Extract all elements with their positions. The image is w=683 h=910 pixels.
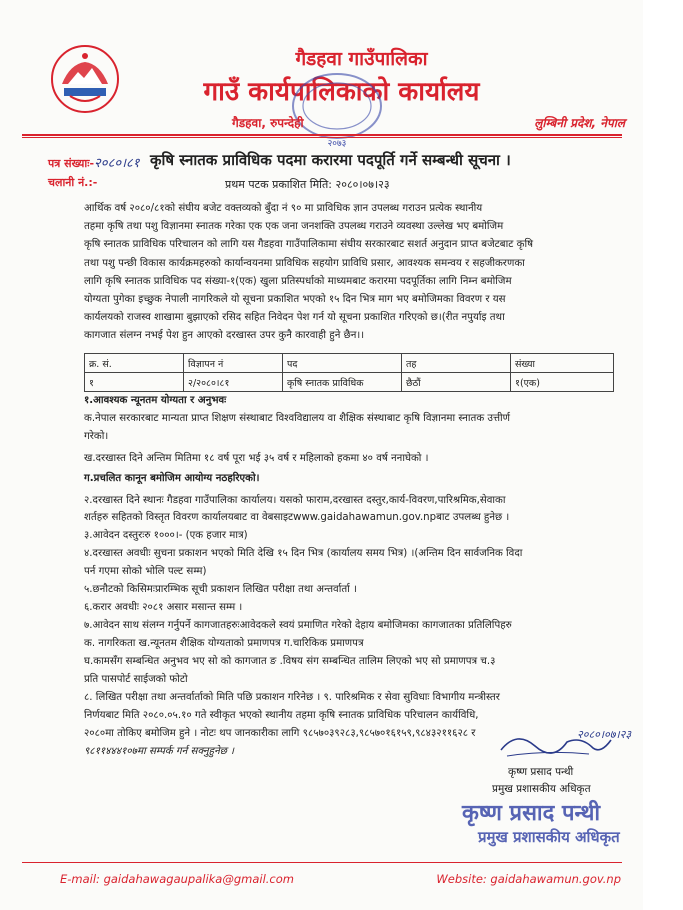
table-header-cell: क्र. सं. [85, 354, 184, 373]
footer-website: Website: gaidahawamun.gov.np [436, 872, 621, 886]
table-cell: कृषि स्नातक प्राविधिक [283, 373, 402, 392]
letter-number-label: पत्र संख्याः- [48, 157, 95, 170]
municipality-name: गैडहवा गाउँपालिका [295, 48, 428, 70]
office-name: गाउँ कार्यपालिकाको कार्यालय [203, 77, 480, 107]
list-item: ४.दरखास्त अवधीः सुचना प्रकाशन भएको मिति देखि १५ दिन भित्र (कार्यालय समय भित्र) ।(अन्तिम दिन सार्वजनिक विदा [84, 548, 523, 559]
vacancy-table [84, 353, 614, 392]
list-item: ६.करार अवधीः २०८१ असार मसान्त सम्म । [84, 602, 243, 613]
list-item: घ.कामसँग सम्बन्धित अनुभव भए सो को कागजात ङ .विषय संग सम्बन्धित तालिम लिएको भए सो प्रमाणपत्र च.३ [84, 656, 496, 667]
notice-title: कृषि स्नातक प्राविधिक पदमा करारमा पदपूर्ति गर्ने सम्बन्धी सूचना । [150, 151, 511, 169]
table-header-cell: पद [283, 354, 402, 373]
title-stamp: प्रमुख प्रशासकीय अधिकृत [478, 828, 620, 846]
signature-scribble-icon [497, 720, 632, 764]
list-item: ८. लिखित परीक्षा तथा अन्तर्वार्ताको मिति पछि प्रकाशन गरिनेछ । ९. पारिश्रमिक र सेवा सुविधाः विभागीय मन्त्रीस्तर [84, 692, 500, 703]
office-address: गैडहवा, रुपन्देही [232, 116, 304, 130]
seal-year: २०७३ [327, 139, 347, 149]
intro-line: कृषि स्नातक प्राविधिक परिचालन को लागि यस गैडहवा गाउँपालिकामा संघीय सरकारबाट सशर्त अनुदान प्राप्त बजेटबाट कृषि [84, 239, 533, 251]
list-item: निर्णयबाट मिति २०८०.०५.१० गते स्वीकृत भएको स्थानीय तहमा कृषि स्नातक प्राविधिक परिचालन कार्यविधि, [84, 710, 479, 721]
list-item: गरेको। [84, 431, 109, 442]
table-header-row [85, 354, 614, 373]
list-item: क. नागरिकता ख.न्यूनतम शैक्षिक योग्यताको प्रमाणपत्र ग.चारिकिक प्रमाणपत्र [84, 638, 364, 649]
dispatch-number [48, 175, 97, 190]
publish-date: प्रथम पटक प्रकाशित मिति: २०८०।०७।२३ [225, 178, 390, 191]
table-cell: १(एक) [511, 373, 614, 392]
table-row [85, 373, 614, 392]
table-header-cell: तह [402, 354, 511, 373]
list-item: ९८११४४४१०७मा सम्पर्क गर्न सक्नुहुनेछ । [84, 746, 234, 757]
table-header-cell: विज्ञापन नं [184, 354, 283, 373]
signature-date: २०८०।०७।२३ [577, 728, 632, 741]
list-item: पर्न गएमा सोको भोलि पल्ट सम्म) [84, 566, 207, 577]
list-item: १.आवश्यक न्यूनतम योग्यता र अनुभवः [84, 395, 227, 406]
letter-number [48, 153, 140, 171]
list-item: ३.आवेदन दस्तुरःरु १०००।- (एक हजार मात्र) [84, 530, 248, 541]
list-item: क.नेपाल सरकारबाट मान्यता प्राप्त शिक्षण संस्थाबाट विश्वविद्यालय वा शैक्षिक संस्थाबाट कृषि विज्ञानमा स्नातक उत्तीर्ण [84, 413, 511, 424]
header-divider-thin [22, 137, 622, 138]
list-item: ख.दरखास्त दिने अन्तिम मितिमा १८ वर्ष पूरा भई ३५ वर्ष र महिलाको हकमा ४० वर्ष ननाघेको । [84, 453, 429, 464]
list-item: ५.छनौटको किसिमःप्रारम्भिक सूची प्रकाशन लिखित परीक्षा तथा अन्तर्वार्ता । [84, 584, 357, 595]
dispatch-number-label: चलानी नं.:- [48, 176, 98, 189]
table-header-cell: संख्या [511, 354, 614, 373]
province-name: लुम्बिनी प्रदेश, नेपाल [534, 116, 625, 130]
intro-line: कागजात संलग्न नभई पेश हुन आएको दरखास्त उपर कुनै कारवाही हुने छैन।। [84, 330, 365, 342]
header-divider [22, 134, 622, 136]
letter-number-value: २०८०।८१ [94, 156, 140, 171]
table-cell: २/२०८०।८१ [184, 373, 283, 392]
footer-email: E-mail: gaidahawagaupalika@gmail.com [60, 872, 294, 886]
intro-line: लागि कृषि स्नातक प्राविधिक पद संख्या-१(एक) खुला प्रतिस्पर्धाको माध्यमबाट करारमा पदपूर्तिका लागि निम्न बमोजिम [84, 275, 512, 287]
intro-line: तहमा कृषि तथा पशु विज्ञानमा स्नातक गरेका एक एक जना जनशक्ति उपलब्ध गराउने व्यवस्था उल्लेख भए बमोजिम [84, 221, 504, 233]
list-item: शर्तहरु सहितको विस्तृत विवरण कार्यालयबाट वा वेबसाइटwww.gaidahawamun.gov.npबाट उपलब्ध हुनेछ । [84, 512, 510, 523]
list-item: ७.आवेदन साथ संलग्न गर्नुपर्ने कागजातहरुःआवेदकले स्वयं प्रमाणित गरेको देहाय बमोजिमका कागजातका प्रतिलिपिहरु [84, 620, 512, 631]
intro-line: तथा पशु पन्छी विकास कार्यक्रमहरुको कार्यान्वयनमा प्राविधिक सहयोग प्राविधि प्रसार, आवश्यक समन्वय र सहजीकरणका [84, 257, 525, 269]
intro-line: आर्थिक वर्ष २०८०/८१को संघीय बजेट वक्तव्यको बुँदा नं ९० मा प्राविधिक ज्ञान उपलब्ध गराउन प्रत्येक स्थानीय [84, 203, 483, 214]
list-item: ग.प्रचलित कानून बमोजिम आयोग्य नठहरिएको। [84, 473, 260, 484]
footer-divider [22, 862, 622, 863]
list-item: प्रति पासपोर्ट साईजको फोटो [84, 674, 188, 685]
signatory-title: प्रमुख प्रशासकीय अधिकृत [492, 783, 591, 795]
intro-paragraph [84, 200, 614, 346]
list-item: २.दरखास्त दिने स्थानः गैडहवा गाउँपालिका कार्यालय। यसको फाराम,दरखास्त दस्तुर,कार्य-विवरण,पारिश्रमिक,सेवाका [84, 495, 506, 506]
intro-line: कार्यलयको राजस्व शाखामा बुझाएको रसिद सहित निवेदन पेश गर्न यो सूचना प्रकाशित गरिएको छ।(रीत नपुर्याइ तथा [84, 312, 505, 324]
signatory-name: कृष्ण प्रसाद पन्थी [508, 766, 574, 778]
office-seal-icon [287, 68, 387, 148]
list-item: २०८०मा तोकिए बमोजिम हुने । नोटः थप जानकारीका लागि ९८५७०३९२८३,९८५७०१६१५९,९८४३२११६२८ र [84, 728, 476, 739]
table-cell: छैठौं [402, 373, 511, 392]
name-stamp: कृष्ण प्रसाद पन्थी [462, 801, 601, 826]
intro-line: योग्यता पुगेका इच्छुक नेपाली नागरिकले यो सूचना प्रकाशित भएको १५ दिन भित्र माग भए बमोजिमका विवरण र यस [84, 294, 506, 306]
table-cell: १ [85, 373, 184, 392]
